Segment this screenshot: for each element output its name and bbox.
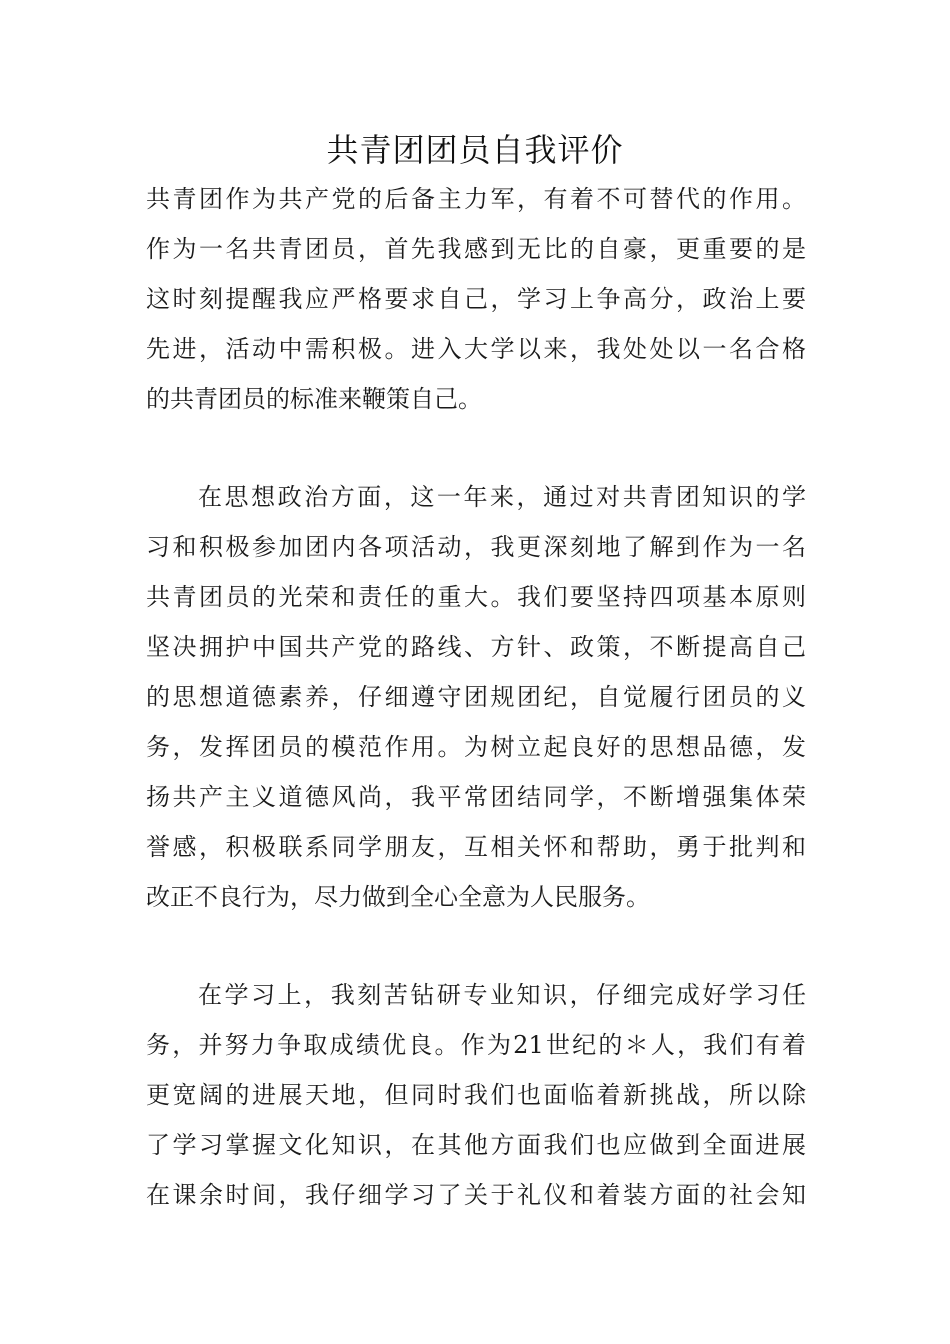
paragraph-line: 习和积极参加团内各项活动，我更深刻地了解到作为一名 (146, 533, 806, 561)
paragraph-line: 了学习掌握文化知识，在其他方面我们也应做到全面进展 (146, 1131, 806, 1159)
document-title: 共青团团员自我评价 (326, 131, 624, 169)
paragraph-line: 在学习上，我刻苦钻研专业知识，仔细完成好学习任 (198, 981, 806, 1009)
paragraph-line: 扬共产主义道德风尚，我平常团结同学，不断增强集体荣 (146, 783, 806, 811)
paragraph-line: 共青团作为共产党的后备主力军，有着不可替代的作用。 (146, 185, 806, 213)
paragraph-line: 这时刻提醒我应严格要求自己，学习上争高分，政治上要 (146, 285, 806, 313)
paragraph-line: 在课余时间，我仔细学习了关于礼仪和着装方面的社会知 (146, 1181, 806, 1209)
paragraph-line: 誉感，积极联系同学朋友，互相关怀和帮助，勇于批判和 (146, 833, 806, 861)
paragraph-line: 在思想政治方面，这一年来，通过对共青团知识的学 (198, 483, 806, 511)
paragraph-line: 坚决拥护中国共产党的路线、方针、政策，不断提高自己 (146, 633, 806, 661)
paragraph-line: 改正不良行为，尽力做到全心全意为人民服务。 (146, 883, 650, 911)
paragraph-line: 的共青团员的标准来鞭策自己。 (146, 385, 482, 413)
paragraph-line: 共青团员的光荣和责任的重大。我们要坚持四项基本原则 (146, 583, 806, 611)
paragraph-line: 作为一名共青团员，首先我感到无比的自豪，更重要的是 (146, 235, 806, 263)
paragraph-line: 务，发挥团员的模范作用。为树立起良好的思想品德，发 (146, 733, 806, 761)
paragraph-line: 先进，活动中需积极。进入大学以来，我处处以一名合格 (146, 335, 806, 363)
paragraph-line: 务，并努力争取成绩优良。作为21世纪的＊人，我们有着 (146, 1031, 806, 1059)
paragraph-line: 的思想道德素养，仔细遵守团规团纪，自觉履行团员的义 (146, 683, 806, 711)
paragraph-line: 更宽阔的进展天地，但同时我们也面临着新挑战，所以除 (146, 1081, 806, 1109)
